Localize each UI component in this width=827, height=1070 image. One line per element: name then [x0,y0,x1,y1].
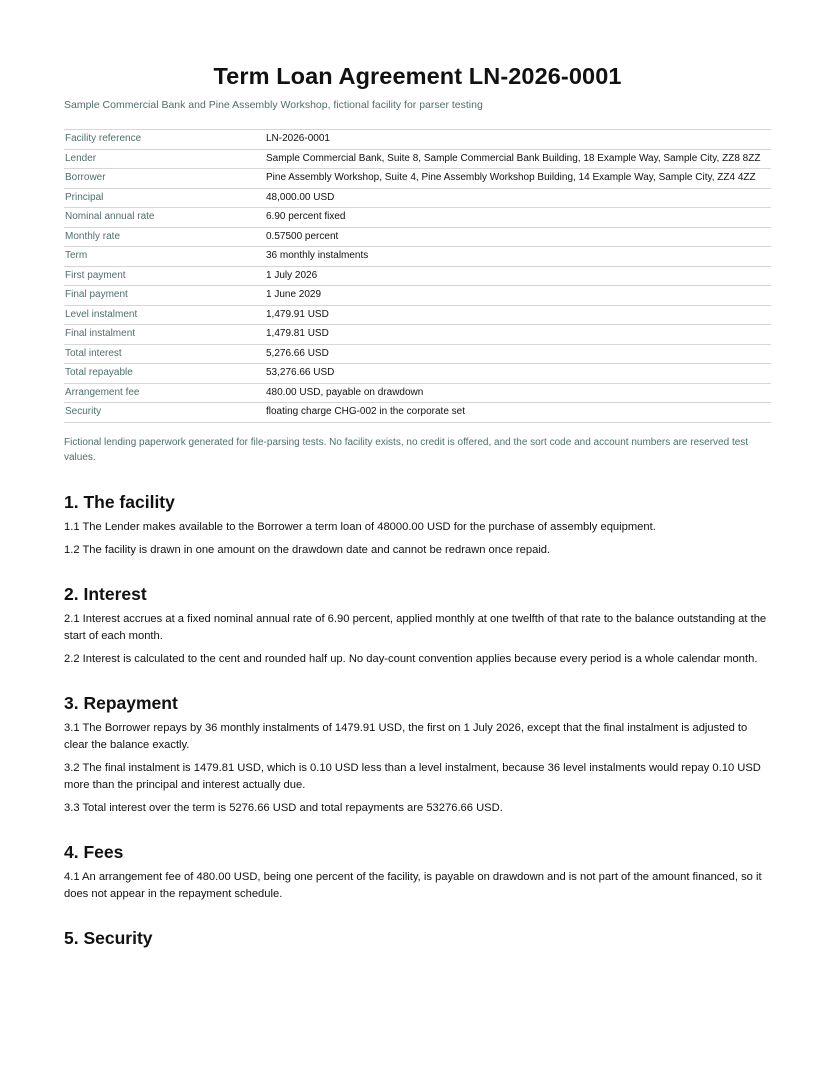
term-value: 480.00 USD, payable on drawdown [265,383,771,403]
term-value: 0.57500 percent [265,227,771,247]
document-subtitle: Sample Commercial Bank and Pine Assembly Workshop, fictional facility for parser testing [64,99,483,111]
term-value: 5,276.66 USD [265,344,771,364]
terms-row [64,188,771,208]
term-label: Total repayable [64,364,265,384]
term-value: 1 July 2026 [265,266,771,286]
term-label: Final payment [64,286,265,306]
terms-row [64,247,771,267]
term-value: Sample Commercial Bank, Suite 8, Sample Commercial Bank Building, 18 Example Way, Sample City, ZZ8 8ZZ [265,149,771,169]
term-label: First payment [64,266,265,286]
terms-row [64,286,771,306]
term-label: Final instalment [64,325,265,345]
terms-row [64,266,771,286]
term-label: Security [64,403,265,423]
section-heading: 1. The facility [64,491,175,512]
terms-row [64,208,771,228]
terms-row [64,344,771,364]
terms-row [64,305,771,325]
terms-row [64,325,771,345]
clause-paragraph: 1.2 The facility is drawn in one amount on the drawdown date and cannot be redrawn once repaid. [64,543,551,556]
clause-paragraph: 4.1 An arrangement fee of 480.00 USD, being one percent of the facility, is payable on drawdown and is not part of the amount financed, so it does not appear in the repayment schedule. [64,870,762,900]
term-label: Level instalment [64,305,265,325]
section-heading: 4. Fees [64,841,124,862]
terms-row [64,383,771,403]
disclaimer-note: Fictional lending paperwork generated for file-parsing tests. No facility exists, no credit is offered, and the sort code and account numbers are reserved test values. [64,436,749,463]
section-heading: 3. Repayment [64,692,178,713]
terms-row [64,364,771,384]
terms-row [64,130,771,150]
clause-paragraph: 1.1 The Lender makes available to the Borrower a term loan of 48000.00 USD for the purchase of assembly equipment. [64,520,656,533]
clause-paragraph: 3.3 Total interest over the term is 5276.66 USD and total repayments are 53276.66 USD. [64,801,503,814]
term-value: floating charge CHG-002 in the corporate set [265,403,771,423]
term-label: Lender [64,149,265,169]
term-value: 53,276.66 USD [265,364,771,384]
term-label: Term [64,247,265,267]
clauses-body [64,491,771,949]
term-value: 6.90 percent fixed [265,208,771,228]
term-value: Pine Assembly Workshop, Suite 4, Pine Assembly Workshop Building, 14 Example Way, Sample City, ZZ4 4ZZ [265,169,771,189]
clause-paragraph: 3.2 The final instalment is 1479.81 USD, which is 0.10 USD less than a level instalment, because 36 level instalments would repay 0.10 USD more than the principal and interest actually due. [64,761,761,791]
term-label: Nominal annual rate [64,208,265,228]
term-value: 36 monthly instalments [265,247,771,267]
term-label: Facility reference [64,130,265,150]
term-label: Borrower [64,169,265,189]
key-terms-table [64,129,771,423]
clause-paragraph: 3.1 The Borrower repays by 36 monthly instalments of 1479.91 USD, the first on 1 July 2026, except that the final instalment is adjusted to clear the balance exactly. [64,721,748,751]
document-page [64,62,771,955]
clause-paragraph: 2.2 Interest is calculated to the cent and rounded half up. No day-count convention applies because every period is a whole calendar month. [64,652,758,665]
term-value: 1,479.91 USD [265,305,771,325]
term-value: LN-2026-0001 [265,130,771,150]
term-label: Principal [64,188,265,208]
term-label: Monthly rate [64,227,265,247]
term-label: Total interest [64,344,265,364]
terms-row [64,403,771,423]
term-label: Arrangement fee [64,383,265,403]
term-value: 48,000.00 USD [265,188,771,208]
document-title: Term Loan Agreement LN-2026-0001 [213,63,622,89]
terms-row [64,169,771,189]
term-value: 1,479.81 USD [265,325,771,345]
terms-row [64,149,771,169]
clause-paragraph: 2.1 Interest accrues at a fixed nominal annual rate of 6.90 percent, applied monthly at one twelfth of that rate to the balance outstanding at the start of each month. [64,612,767,642]
section-heading: 2. Interest [64,583,147,604]
term-value: 1 June 2029 [265,286,771,306]
section-heading: 5. Security [64,927,153,948]
terms-row [64,227,771,247]
